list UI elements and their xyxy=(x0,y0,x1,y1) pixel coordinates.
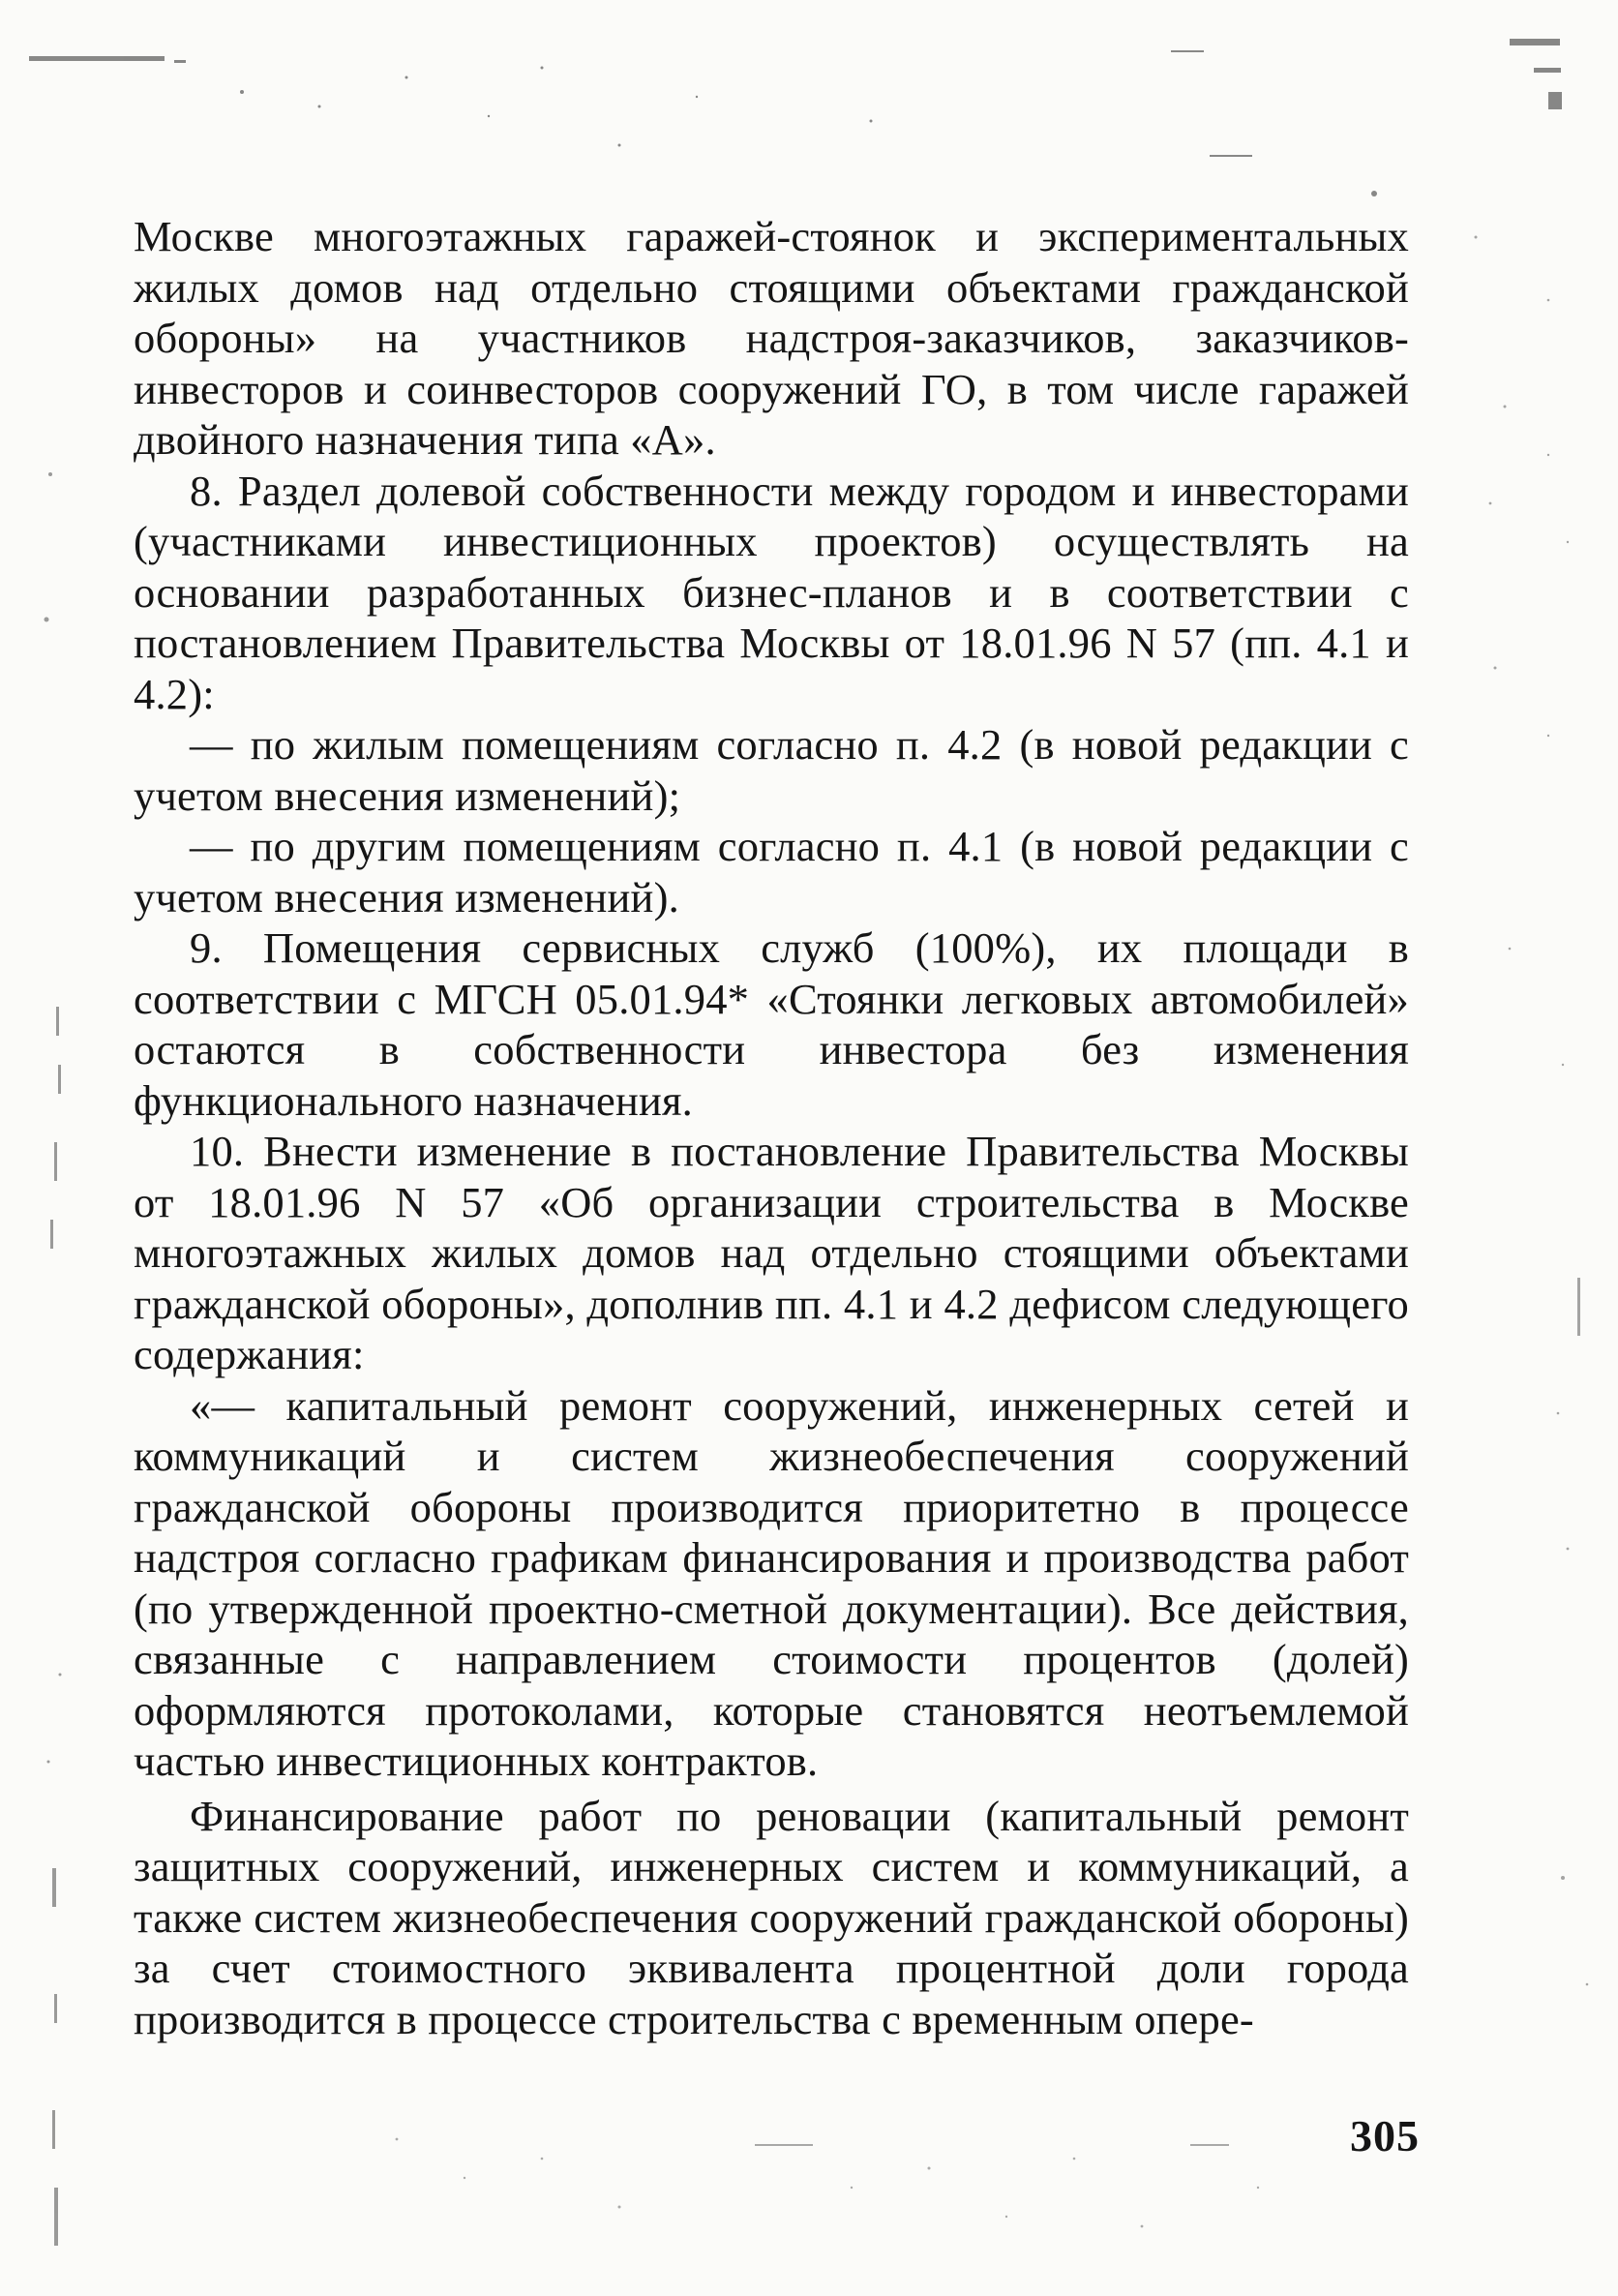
paragraph-item-10: 10. Внести изменение в постановление Правительства Москвы от 18.01.96 N 57 «Об организации строительства в Москве многоэтажных жилых домов над отдельно стоящими объектами гражданской обороны», дополнив пп. 4.1 и 4.2 дефисом следующего содержания: xyxy=(134,1127,1409,1378)
paragraph-item-9: 9. Помещения сервисных служб (100%), их площади в соответствии с МГСН 05.01.94* «Стоянки легковых автомобилей» остаются в собственности инвестора без изменения функционального назначения. xyxy=(134,923,1409,1125)
paragraph-dash-residential: — по жилым помещениям согласно п. 4.2 (в новой редакции с учетом внесения изменений); xyxy=(134,720,1409,820)
paragraph-quoted-amendment: «— капитальный ремонт сооружений, инженерных сетей и коммуникаций и систем жизнеобеспечения сооружений гражданской обороны производится приоритетно в процессе надстроя согласно графикам финансирования и производства работ (по утвержденной проектно-сметной документации). Все действия, связанные с направлением стоимости процентов (долей) оформляются протоколами, которые становятся неотъемлемой частью инвестиционных контрактов. xyxy=(134,1380,1409,1785)
paragraph-financing: Финансирование работ по реновации (капитальный ремонт защитных сооружений, инженерных систем и коммуникаций, а также систем жизнеобеспечения сооружений гражданской обороны) за счет стоимостного эквивалента процентной доли города производится в процессе строительства с временным опере- xyxy=(134,1791,1409,2043)
document-body xyxy=(134,211,1409,2044)
paragraph-item-8: 8. Раздел долевой собственности между городом и инвесторами (участниками инвестиционных проектов) осуществлять на основании разработанных бизнес-планов и в соответствии с постановлением Правительства Москвы от 18.01.96 N 57 (пп. 4.1 и 4.2): xyxy=(134,466,1409,718)
paragraph-continuation: Москве многоэтажных гаражей-стоянок и экспериментальных жилых домов над отдельно стоящими объектами гражданской обороны» на участников надстроя-заказчиков, заказчиков-инвесторов и соинвесторов сооружений ГО, в том числе гаражей двойного назначения типа «А». xyxy=(134,212,1409,464)
page-number: 305 xyxy=(1350,2111,1420,2160)
paragraph-dash-other: — по другим помещениям согласно п. 4.1 (в новой редакции с учетом внесения изменений). xyxy=(134,822,1409,921)
